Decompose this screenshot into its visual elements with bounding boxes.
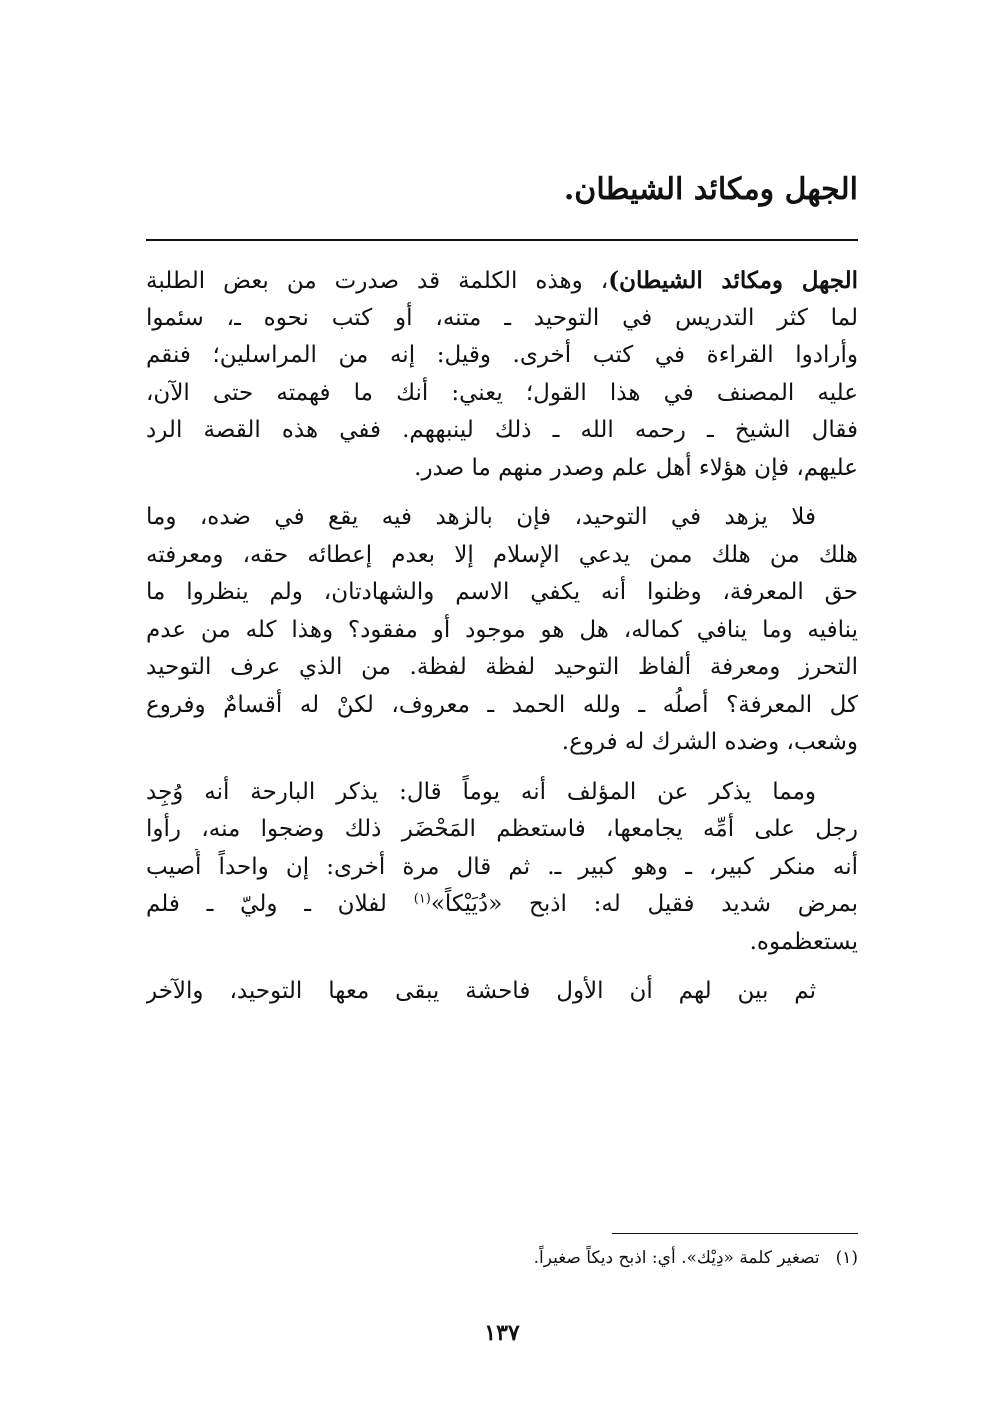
paragraph [146, 774, 858, 962]
text-line: ثم بين لهم أن الأول فاحشة يبقى معها التوحيد، والآخر [146, 978, 816, 1004]
paragraph [146, 262, 858, 487]
book-page [146, 0, 858, 1417]
text-line: فلا يزهد في التوحيد، فإن بالزهد فيه يقع في ضده، وما [146, 504, 816, 530]
text-line [146, 262, 858, 300]
text-line: لما كثر التدريس في التوحيد ـ متنه، أو كتب نحوه ـ، سئموا [146, 304, 858, 331]
text-line: حق المعرفة، وظنوا أنه يكفي الاسم والشهادتان، ولم ينظروا ما [146, 579, 858, 605]
footnote-marker[interactable]: (١) [413, 891, 431, 907]
paragraph [146, 499, 858, 762]
footnote-number: (١) [835, 1248, 858, 1268]
text-line: وشعب، وضده الشرك له فروع. [561, 729, 858, 755]
text-line: أنه منكر كبير، ـ وهو كبير ـ. ثم قال مرة أخرى: إن واحداً أُصيب [146, 853, 858, 880]
text-line: ومما يذكر عن المؤلف أنه يوماً قال: يذكر البارحة أنه وُجِد [146, 778, 816, 805]
line-text: لفلان ـ وليّ ـ فلم [146, 891, 414, 917]
body-text [146, 262, 858, 1023]
footnote-text: تصغير كلمة «دِيْك». أي: اذبح ديكاً صغيراً. [533, 1248, 820, 1268]
text-line: هلك من هلك ممن يدعي الإسلام إلا بعدم إعطائه حقه، ومعرفته [146, 541, 858, 568]
text-line: فقال الشيخ ـ رحمه الله ـ ذلك لينبههم. ففي هذه القصة الرد [146, 417, 858, 443]
text-line: يستعظموه. [749, 928, 858, 955]
text-line [146, 886, 858, 924]
page-number: ١٣٧ [484, 1320, 520, 1346]
text-line: وأرادوا القراءة في كتب أخرى. وقيل: إنه من المراسلين؛ فنقم [146, 342, 858, 368]
text-line: رجل على أمِّه يجامعها، فاستعظم المَحْضَر ذلك وضجوا منه، رأوا [146, 816, 858, 842]
line-text: ، وهذه الكلمة قد صدرت من بعض الطلبة [146, 268, 609, 294]
text-line: التحرز ومعرفة ألفاظ التوحيد لفظة لفظة. من الذي عرف التوحيد [146, 654, 858, 680]
text-line: كل المعرفة؟ أصلُه ـ ولله الحمد ـ معروف، لكنْ له أقسامٌ وفروع [146, 691, 858, 718]
paragraph [146, 973, 858, 1011]
footnote [534, 1244, 858, 1272]
running-head: الجهل ومكائد الشيطان. [563, 172, 858, 207]
text-line: ينافيه وما ينافي كماله، هل هو موجود أو مفقود؟ وهذا كله من عدم [146, 616, 858, 643]
text-line: عليه المصنف في هذا القول؛ يعني: أنك ما فهمته حتى الآن، [146, 379, 858, 406]
text-line: عليهم، فإن هؤلاء أهل علم وصدر منهم ما صدر. [414, 454, 858, 481]
line-text: بمرض شديد فقيل له: اذبح «دُيَيْكاً» [430, 891, 858, 917]
bold-term: الجهل ومكائد الشيطان) [608, 267, 858, 294]
header-rule [146, 239, 858, 241]
footnote-rule [612, 1233, 858, 1234]
